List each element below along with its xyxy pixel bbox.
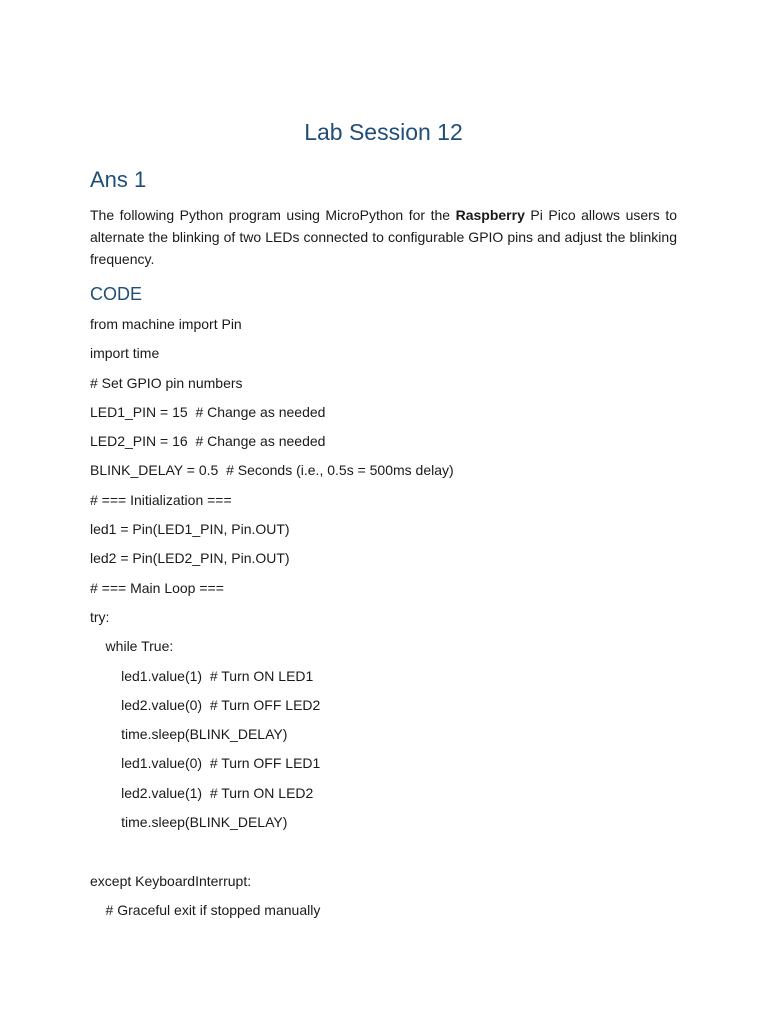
code-line: BLINK_DELAY = 0.5 # Seconds (i.e., 0.5s = 500ms delay) xyxy=(90,462,454,479)
intro-text-bold: Raspberry xyxy=(455,207,525,223)
code-line: from machine import Pin xyxy=(90,316,242,332)
code-line: # Set GPIO pin numbers xyxy=(90,374,243,391)
code-line: # === Initialization === xyxy=(90,491,232,508)
code-line: led2.value(1) # Turn ON LED2 xyxy=(90,784,314,801)
code-line: led2.value(0) # Turn OFF LED2 xyxy=(90,696,321,713)
code-line: LED1_PIN = 15 # Change as needed xyxy=(90,403,326,420)
code-heading: CODE xyxy=(90,284,143,304)
code-line xyxy=(90,841,677,861)
document-title: Lab Session 12 xyxy=(304,119,463,145)
code-line: led2 = Pin(LED2_PIN, Pin.OUT) xyxy=(90,550,290,567)
code-line: # === Main Loop === xyxy=(90,579,224,596)
code-line: except KeyboardInterrupt: xyxy=(90,872,252,889)
code-line: LED2_PIN = 16 # Change as needed xyxy=(90,433,326,450)
code-block xyxy=(90,314,677,929)
code-line: time.sleep(BLINK_DELAY) xyxy=(90,726,288,743)
code-line: import time xyxy=(90,345,160,362)
code-line: time.sleep(BLINK_DELAY) xyxy=(90,814,288,831)
code-line: while True: xyxy=(90,638,174,655)
code-line: led1.value(1) # Turn ON LED1 xyxy=(90,667,314,684)
answer-heading: Ans 1 xyxy=(90,167,147,192)
code-line: led1.value(0) # Turn OFF LED1 xyxy=(90,755,321,772)
code-line: led1 = Pin(LED1_PIN, Pin.OUT) xyxy=(90,521,290,538)
code-line: # Graceful exit if stopped manually xyxy=(90,901,321,918)
intro-paragraph xyxy=(90,204,677,270)
intro-text-before: The following Python program using MicroPython for the xyxy=(90,207,456,223)
code-line: try: xyxy=(90,608,110,625)
intro-text-after: Pi Pico allows users to alternate the blinking of two LEDs connected to configurable GPIO pins and adjust the blinking frequency. xyxy=(90,207,677,267)
